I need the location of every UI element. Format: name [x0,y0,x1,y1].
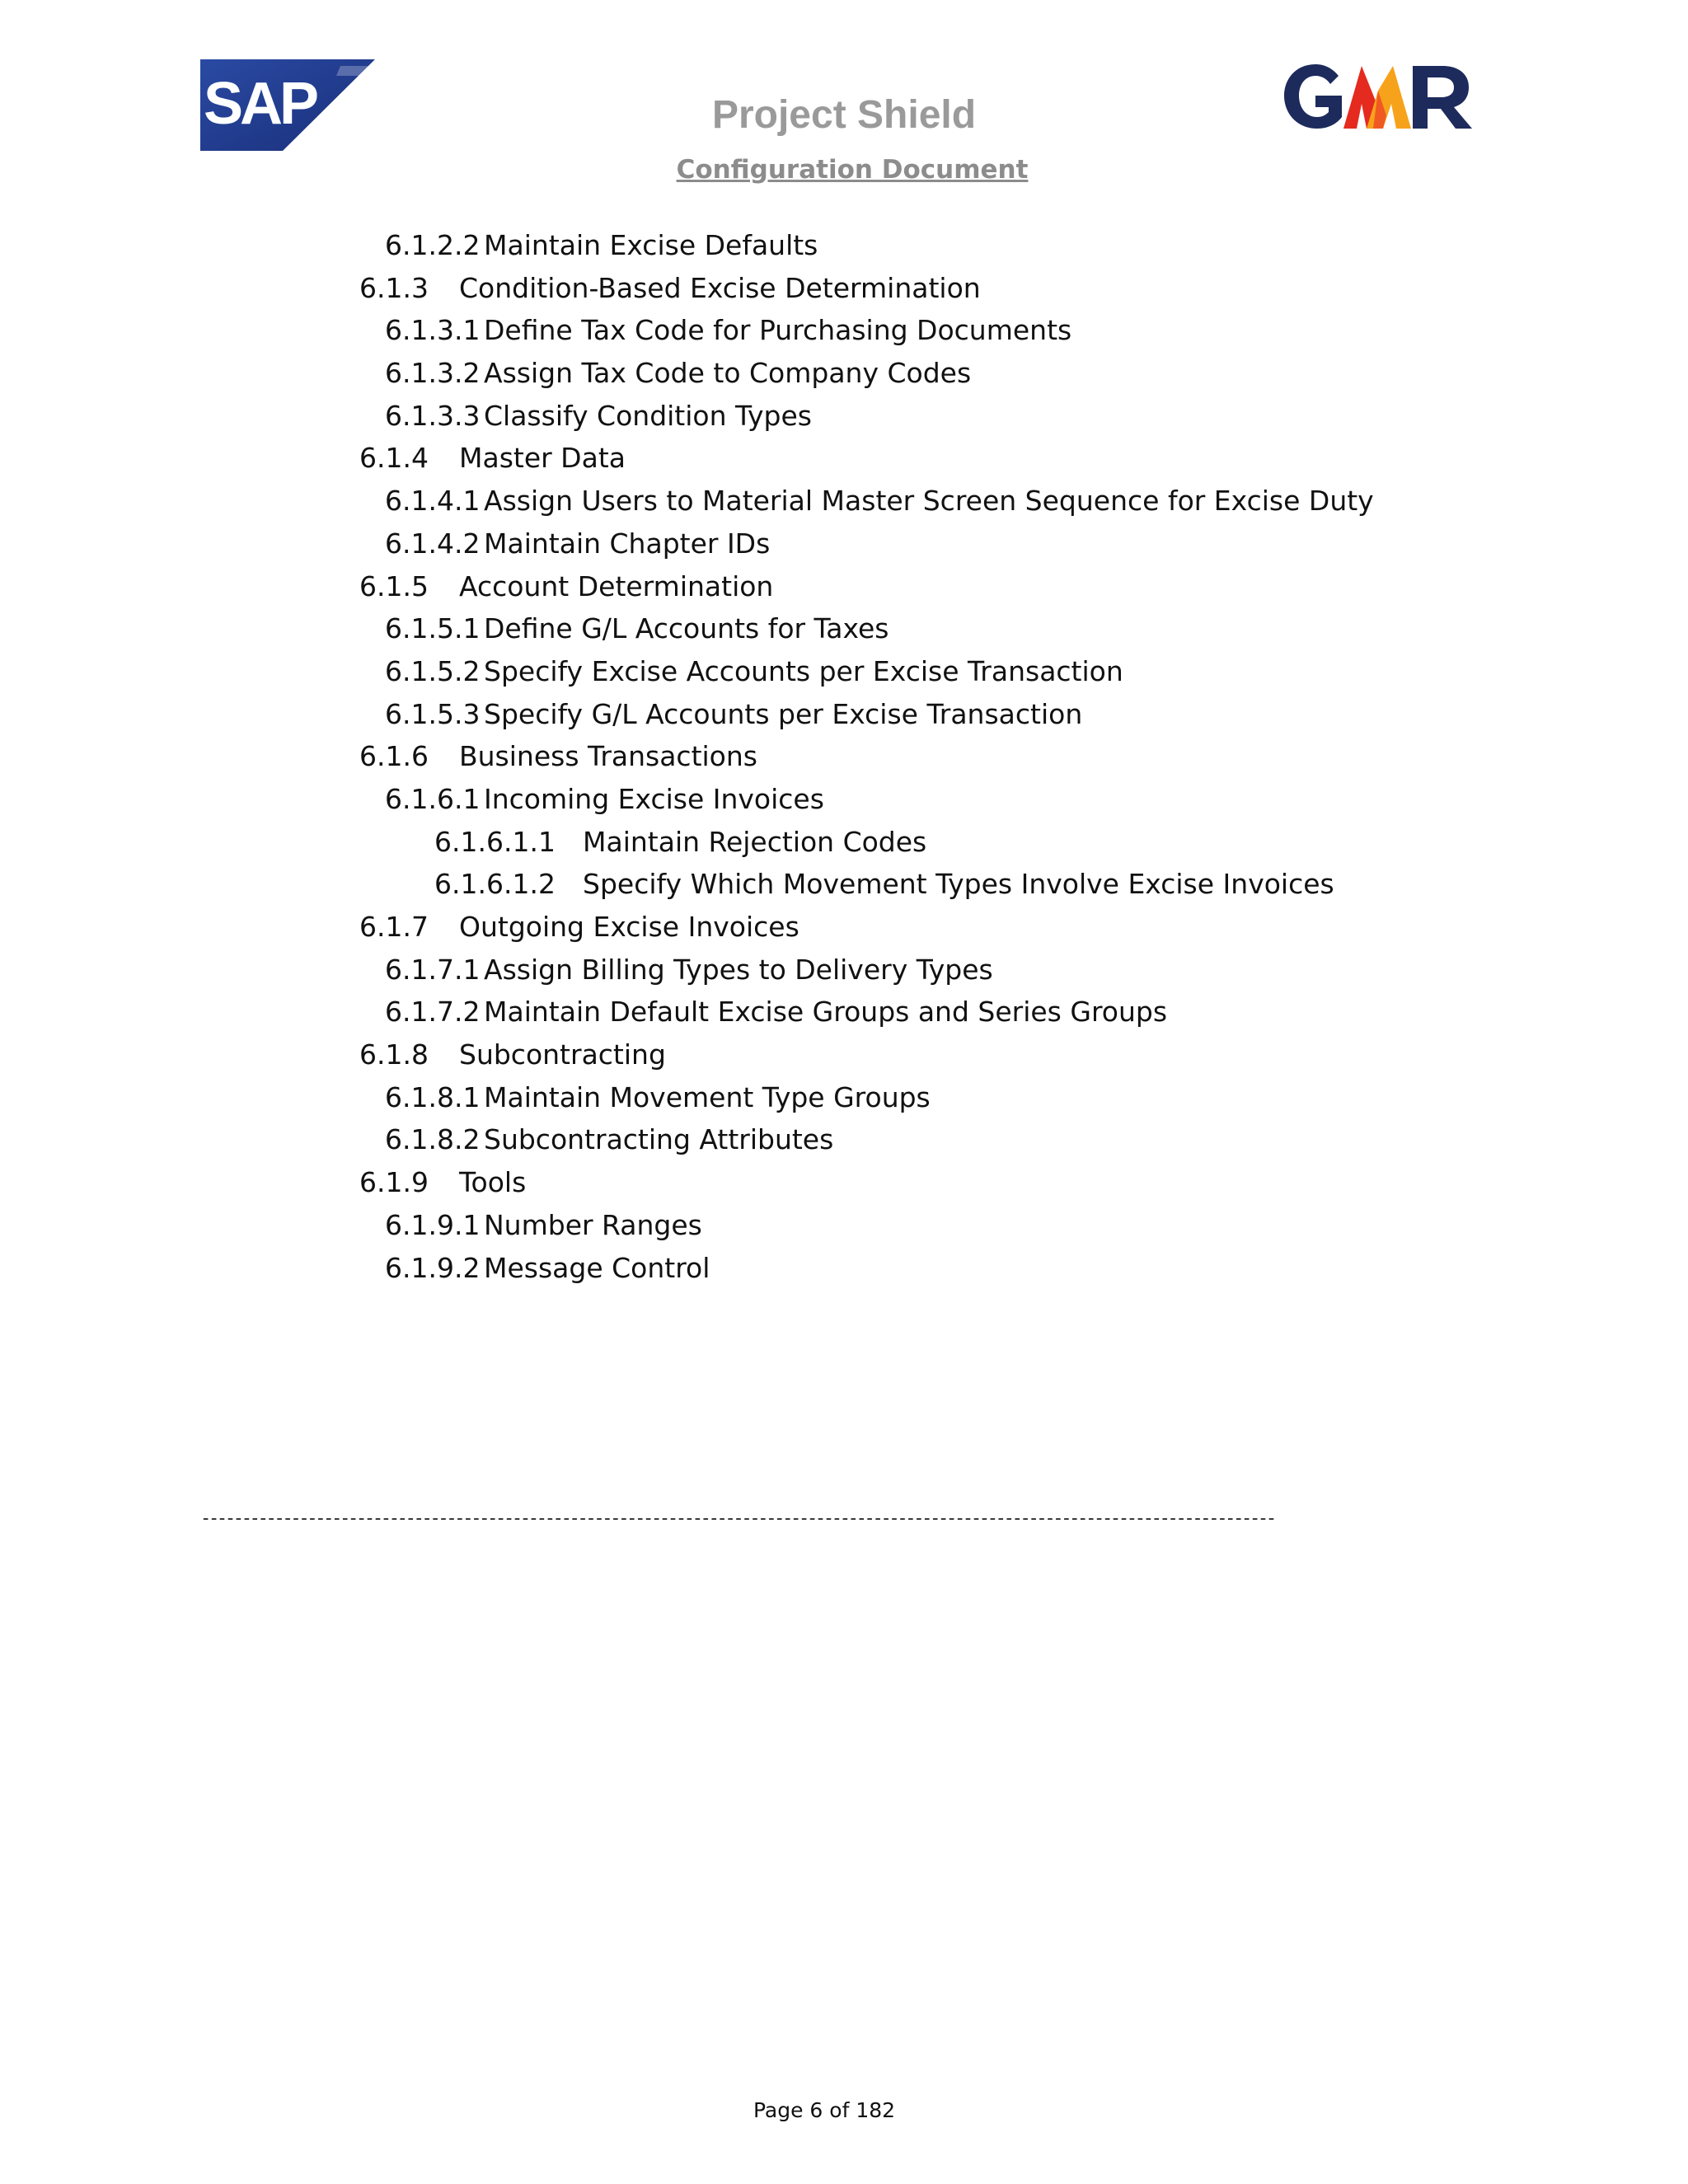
toc-entry-title: Condition-Based Excise Determination [459,271,981,304]
toc-entry[interactable] [0,1161,1688,1204]
toc-entry[interactable] [0,1247,1688,1290]
toc-entry[interactable] [0,906,1688,949]
toc-entry[interactable] [0,821,1688,864]
toc-entry-title: Assign Users to Material Master Screen Sequence for Excise Duty [484,485,1374,518]
toc-entry[interactable] [0,565,1688,608]
toc-entry-title: Account Determination [459,569,774,602]
toc-entry-title: Master Data [459,442,626,475]
toc-entry-number: 6.1.5.2 [385,654,481,687]
toc-entry-title: Maintain Default Excise Groups and Series Groups [484,996,1168,1029]
toc-entry[interactable] [0,1076,1688,1119]
toc-entry-number: 6.1.8.1 [385,1080,481,1113]
toc-entry-number: 6.1.7 [359,911,429,943]
document-subtitle: Configuration Document [676,155,1029,185]
toc-entry-title: Tools [459,1166,527,1199]
toc-entry[interactable] [0,224,1688,267]
toc-entry[interactable] [0,1118,1688,1161]
toc-entry-title: Business Transactions [459,740,757,773]
toc-entry-number: 6.1.6.1.2 [434,868,556,901]
toc-entry[interactable] [0,949,1688,991]
toc-entry-number: 6.1.4.2 [385,527,481,560]
toc-entry-title: Maintain Excise Defaults [484,229,818,261]
toc-entry-number: 6.1.9.1 [385,1208,481,1241]
svg-text:SAP: SAP [204,71,316,137]
toc-entry-title: Specify G/L Accounts per Excise Transaction [484,697,1083,730]
toc-entry-title: Message Control [484,1251,710,1284]
toc-entry-number: 6.1.9 [359,1166,429,1199]
toc-entry-number: 6.1.8.2 [385,1123,481,1156]
toc-entry[interactable] [0,480,1688,523]
toc-entry-title: Maintain Chapter IDs [484,527,771,560]
toc-entry[interactable] [0,778,1688,821]
toc-entry-number: 6.1.3 [359,271,429,304]
toc-entry-title: Maintain Movement Type Groups [484,1080,931,1113]
toc-entry-number: 6.1.8 [359,1038,429,1071]
toc-entry-number: 6.1.6 [359,740,429,773]
toc-entry-number: 6.1.5.1 [385,612,481,645]
toc-entry[interactable] [0,309,1688,352]
toc-entry-number: 6.1.9.2 [385,1251,481,1284]
toc-entry[interactable] [0,437,1688,480]
toc-entry-number: 6.1.6.1.1 [434,825,556,858]
toc-entry-title: Outgoing Excise Invoices [459,911,799,943]
toc-entry-title: Assign Billing Types to Delivery Types [484,953,993,986]
toc-entry-title: Number Ranges [484,1208,702,1241]
toc-entry-number: 6.1.2.2 [385,229,481,261]
toc-entry[interactable] [0,693,1688,736]
table-of-contents [0,224,1688,1289]
toc-entry-title: Define G/L Accounts for Taxes [484,612,889,645]
toc-entry-title: Classify Condition Types [484,399,812,432]
toc-entry-number: 6.1.3.3 [385,399,481,432]
toc-entry[interactable] [0,863,1688,906]
toc-entry-title: Subcontracting Attributes [484,1123,834,1156]
toc-entry-number: 6.1.4.1 [385,485,481,518]
toc-entry[interactable] [0,650,1688,693]
toc-entry-number: 6.1.5.3 [385,697,481,730]
toc-entry-number: 6.1.3.1 [385,314,481,347]
toc-entry[interactable] [0,352,1688,395]
toc-entry-title: Incoming Excise Invoices [484,782,824,815]
document-title: Project Shield [711,93,977,137]
toc-entry[interactable] [0,267,1688,310]
toc-entry-number: 6.1.7.2 [385,996,481,1029]
toc-entry-number: 6.1.7.1 [385,953,481,986]
toc-entry-title: Maintain Rejection Codes [583,825,927,858]
toc-entry[interactable] [0,991,1688,1033]
page-number: Page 6 of 182 [753,2098,896,2122]
toc-entry-title: Subcontracting [459,1038,666,1071]
toc-entry[interactable] [0,395,1688,438]
toc-entry-number: 6.1.5 [359,569,429,602]
toc-entry-title: Define Tax Code for Purchasing Documents [484,314,1072,347]
toc-entry-title: Specify Which Movement Types Involve Excise Invoices [583,868,1334,901]
toc-entry[interactable] [0,735,1688,778]
toc-entry-title: Assign Tax Code to Company Codes [484,357,972,390]
toc-entry[interactable] [0,1204,1688,1247]
toc-entry-number: 6.1.3.2 [385,357,481,390]
toc-entry[interactable] [0,523,1688,565]
toc-entry-title: Specify Excise Accounts per Excise Transaction [484,654,1123,687]
toc-entry[interactable] [0,1033,1688,1076]
toc-entry[interactable] [0,607,1688,650]
toc-entry-number: 6.1.4 [359,442,429,475]
toc-entry-number: 6.1.6.1 [385,782,481,815]
footer-divider: ----------------------------------------------------------------------------------------------------------------------------------- [200,1508,1274,1529]
